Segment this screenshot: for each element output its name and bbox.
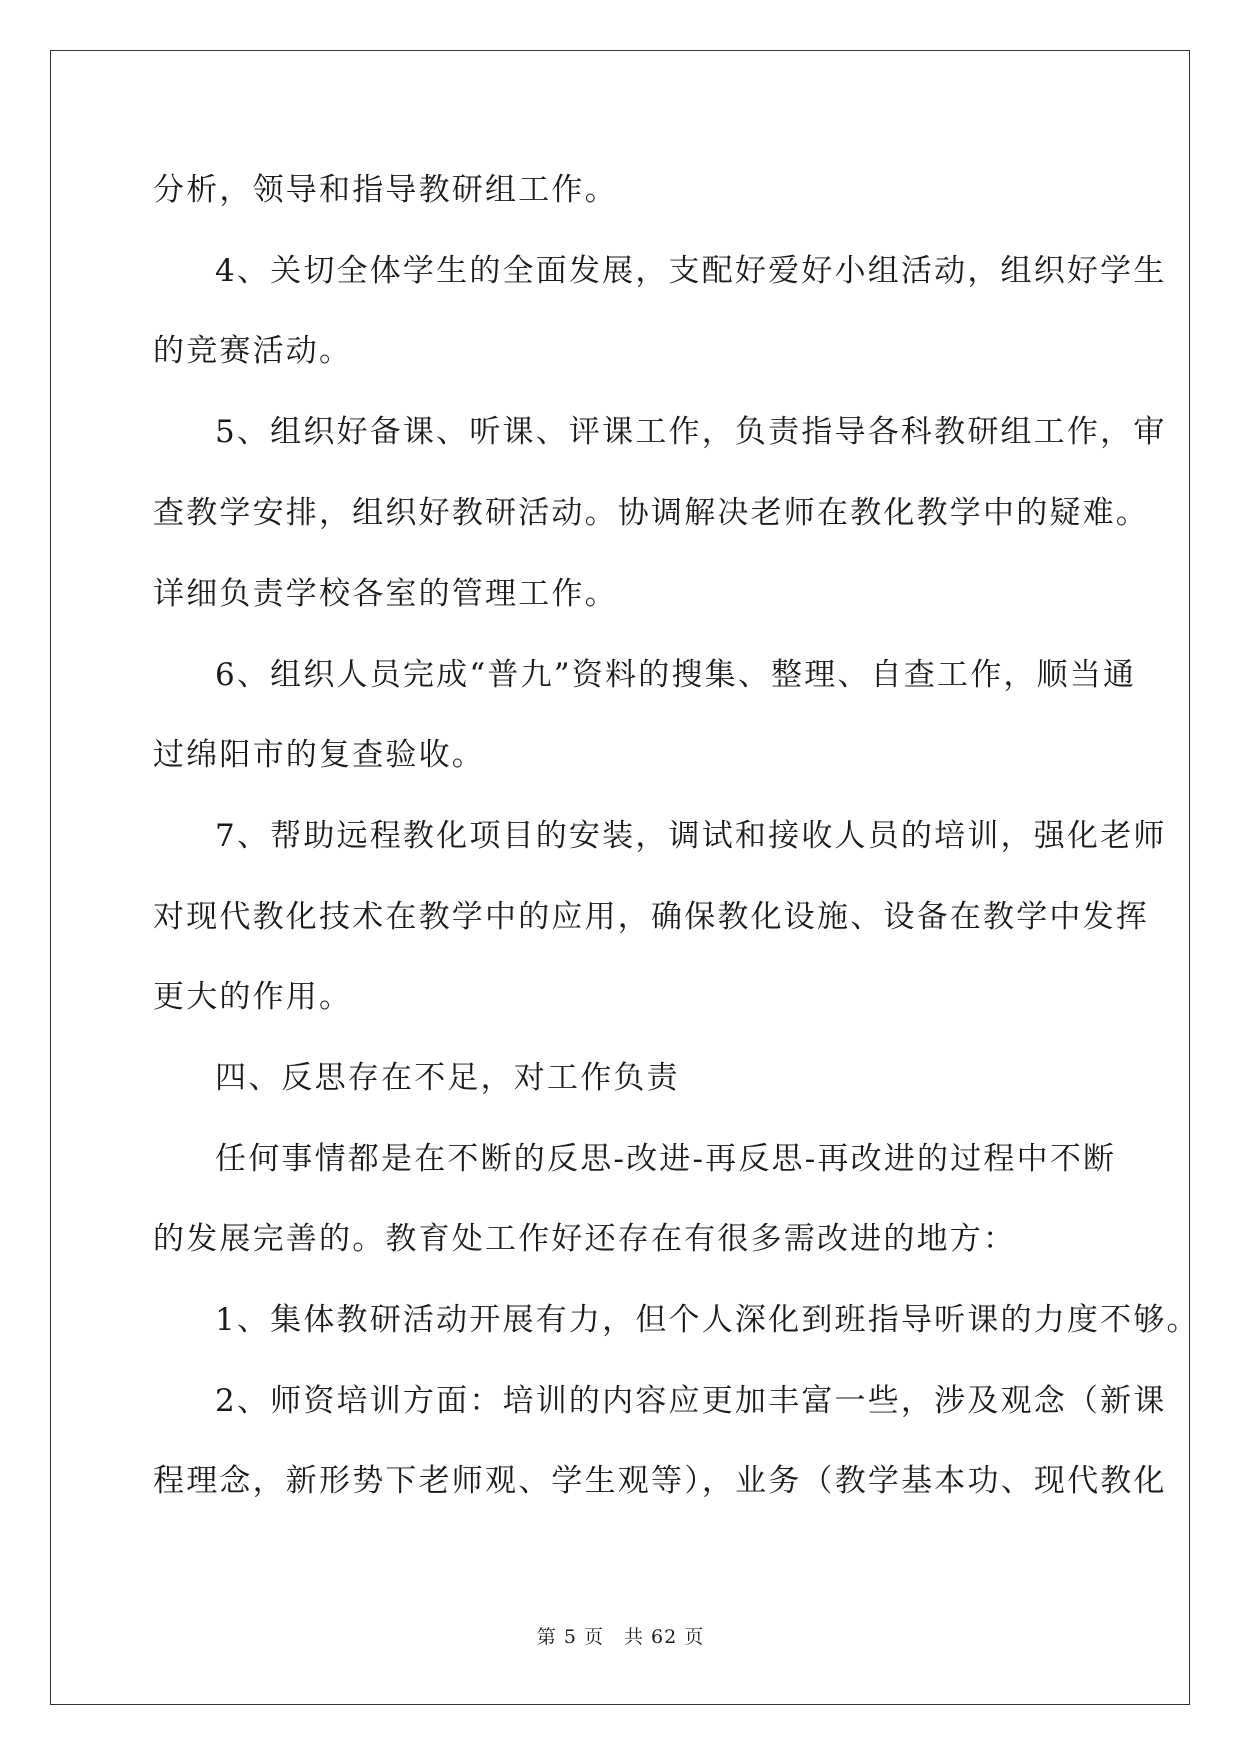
text-line: 程理念，新形势下老师观、学生观等），业务（教学基本功、现代教化 <box>153 1463 1167 1499</box>
text-line: 的发展完善的。教育处工作好还存在有很多需改进的地方： <box>153 1221 1017 1257</box>
text-line: 详细负责学校各室的管理工作。 <box>153 576 618 612</box>
text-line: 4、关切全体学生的全面发展，支配好爱好小组活动，组织好学生 <box>215 253 1167 289</box>
text-line: 2、师资培训方面：培训的内容应更加丰富一些，涉及观念（新课 <box>215 1383 1167 1419</box>
text-line: 1、集体教研活动开展有力，但个人深化到班指导听课的力度不够。 <box>215 1302 1200 1338</box>
text-line: 过绵阳市的复查验收。 <box>153 737 485 773</box>
text-line: 分析，领导和指导教研组工作。 <box>153 172 618 208</box>
text-line: 7、帮助远程教化项目的安装，调试和接收人员的培训，强化老师 <box>215 818 1167 854</box>
text-line: 6、组织人员完成“普九”资料的搜集、整理、自查工作，顺当通 <box>215 657 1137 693</box>
text-line: 查教学安排，组织好教研活动。协调解决老师在教化教学中的疑难。 <box>153 495 1149 531</box>
section-heading: 四、反思存在不足，对工作负责 <box>215 1060 680 1096</box>
text-line: 5、组织好备课、听课、评课工作，负责指导各科教研组工作，审 <box>215 414 1167 450</box>
text-line: 对现代教化技术在教学中的应用，确保教化设施、设备在教学中发挥 <box>153 899 1149 935</box>
text-line: 更大的作用。 <box>153 979 353 1015</box>
page-border <box>50 50 1200 1705</box>
text-line: 任何事情都是在不断的反思-改进-再反思-再改进的过程中不断 <box>215 1141 1117 1177</box>
page-number-footer: 第 5 页 共 62 页 <box>536 1626 705 1648</box>
text-line: 的竞赛活动。 <box>153 333 353 369</box>
